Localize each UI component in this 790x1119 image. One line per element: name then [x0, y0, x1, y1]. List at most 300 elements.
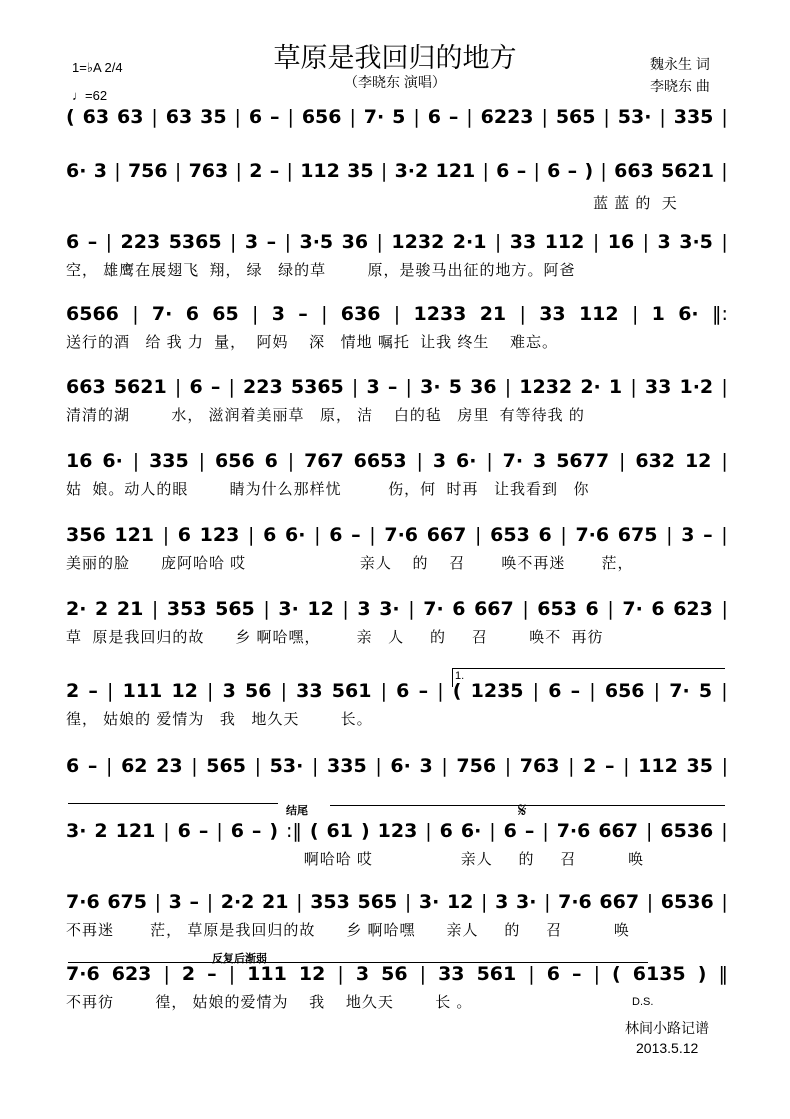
note-group: 1232 — [391, 231, 445, 253]
note-group: 7· — [622, 598, 643, 620]
note-group: 2·1 — [452, 231, 487, 253]
note-group: 53· — [617, 106, 652, 128]
note-group: 6· — [66, 160, 87, 182]
note-group: 6 — [427, 106, 441, 128]
note-group: 6 — [496, 160, 510, 182]
note-group: 6 — [547, 160, 561, 182]
volta-label: 1. — [455, 670, 465, 682]
note-group: 7· — [423, 598, 444, 620]
note-group: – — [270, 106, 280, 128]
note-group: – — [516, 160, 527, 182]
note-group: 223 — [120, 231, 161, 253]
note-group: 667 — [474, 598, 514, 620]
note-group: 2 — [249, 160, 263, 182]
barline: | — [494, 231, 502, 253]
barline: | — [519, 303, 526, 325]
note-group: 335 — [673, 106, 714, 128]
performer: （李晓东 演唱） — [344, 74, 446, 90]
barline: | — [163, 963, 170, 985]
note-group: 756 — [127, 160, 168, 182]
barline: | — [589, 680, 596, 702]
note-group: 123 — [377, 820, 418, 842]
note-group: 3 — [168, 891, 182, 913]
note-group: 21 — [116, 598, 144, 620]
note-group: – — [351, 524, 361, 546]
notation-row — [66, 303, 728, 325]
note-group: 5365 — [290, 376, 344, 398]
barline: | — [405, 376, 412, 398]
barline: | — [151, 598, 159, 620]
barline: | — [206, 891, 214, 913]
note-group: 7· — [502, 450, 524, 472]
note-group: – — [88, 680, 98, 702]
note-group: 3 — [681, 524, 695, 546]
note-group: 63 — [165, 106, 193, 128]
barline: | — [486, 450, 493, 472]
barline: | — [475, 524, 482, 546]
barline: | — [280, 680, 288, 702]
note-group: ‖ — [718, 963, 728, 985]
barline: | — [404, 891, 412, 913]
note-group: 663 — [66, 376, 106, 398]
barline: | — [721, 524, 728, 546]
lyrics-row: 草 原是我回归的故 乡 啊哈嘿， 亲 人 的 召 唤不 再彷 — [66, 629, 604, 646]
barline: | — [228, 376, 235, 398]
barline: | — [254, 755, 262, 777]
note-group: 2 — [66, 680, 80, 702]
note-group: 12 — [298, 963, 326, 985]
note-group: 6· — [390, 755, 411, 777]
note-group: 2· — [66, 598, 87, 620]
note-group: 1 — [651, 303, 665, 325]
note-group: 6 — [177, 524, 191, 546]
note-group: 112 — [638, 755, 678, 777]
barline: | — [653, 680, 661, 702]
barline: | — [631, 303, 639, 325]
key-signature: 1=♭A 2/4 — [72, 60, 123, 75]
barline: | — [600, 160, 607, 182]
lyrics-row: 空， 雄鹰在展翅飞 翔， 绿 绿的草 原，是骏马出征的地方。阿爸 — [66, 262, 576, 279]
note-group: – — [570, 680, 581, 702]
notation-row — [66, 160, 728, 182]
barline: | — [466, 106, 473, 128]
barline: | — [504, 376, 512, 398]
note-group: 12 — [171, 680, 198, 702]
note-group: 5 — [448, 376, 462, 398]
note-group: – — [703, 524, 713, 546]
lyrics-row: 蓝 蓝 的 天 — [66, 195, 678, 212]
note-group: 3 — [271, 303, 285, 325]
note-group: 33 — [644, 376, 672, 398]
note-group: 63 — [82, 106, 110, 128]
note-group: 356 — [66, 524, 106, 546]
barline: | — [645, 820, 653, 842]
barline: | — [106, 755, 113, 777]
barline: | — [721, 106, 728, 128]
note-group: 3 — [366, 376, 380, 398]
note-group: 3·5 — [299, 231, 334, 253]
barline: | — [162, 524, 170, 546]
note-group: 21 — [262, 891, 289, 913]
note-group: ( — [66, 106, 75, 128]
barline: | — [619, 450, 626, 472]
note-group: – — [448, 106, 459, 128]
barline: | — [416, 450, 423, 472]
note-group: 7·6 — [556, 820, 591, 842]
note-group: 353 — [310, 891, 350, 913]
lyrics-row: 姑 娘。动人的眼 睛为什么那样忧 伤，何 时再 让我看到 你 — [66, 481, 590, 498]
barline: | — [375, 755, 382, 777]
barline: | — [522, 598, 529, 620]
note-group: ( — [309, 820, 319, 842]
notation-row — [66, 231, 728, 253]
note-group: 763 — [519, 755, 560, 777]
note-group: 5 — [392, 106, 406, 128]
coda-label: 结尾 — [286, 805, 308, 817]
barline: | — [533, 160, 540, 182]
notation-row — [66, 755, 728, 777]
note-group: 1·2 — [679, 376, 714, 398]
notation-row — [66, 891, 728, 913]
lyrics-row: 啊哈哈 哎 亲人 的 召 唤 — [66, 851, 645, 868]
barline: | — [132, 450, 140, 472]
barline: | — [481, 891, 488, 913]
note-group: 2 — [583, 755, 597, 777]
note-group: 1 — [608, 376, 623, 398]
barline: | — [528, 963, 535, 985]
barline: | — [380, 680, 388, 702]
barline: | — [351, 376, 359, 398]
note-group: 33 — [539, 303, 566, 325]
ds-label: D.S. — [632, 996, 654, 1008]
barline: | — [296, 891, 303, 913]
barline: | — [721, 891, 728, 913]
notation-row — [66, 524, 728, 546]
barline: | — [132, 303, 139, 325]
lyrics-row: 清清的湖 水， 滋润着美丽草 原， 洁 白的毡 房里 有等待我 的 — [66, 407, 585, 424]
note-group: 656 — [604, 680, 645, 702]
note-group: 5621 — [661, 160, 714, 182]
note-group: 6 — [66, 231, 80, 253]
note-group: 2 — [95, 598, 109, 620]
note-group: 3 — [93, 160, 107, 182]
note-group: 3·5 — [679, 231, 713, 253]
barline: | — [489, 820, 496, 842]
note-group: – — [604, 755, 615, 777]
note-group: 63 — [117, 106, 144, 128]
note-group: 3· — [418, 891, 440, 913]
note-group: 7·6 — [575, 524, 610, 546]
barline: | — [376, 231, 383, 253]
note-group: 5621 — [113, 376, 167, 398]
barline: | — [721, 598, 728, 620]
note-group: 767 — [304, 450, 344, 472]
lyricist: 魏永生 词 — [650, 56, 710, 72]
barline: | — [284, 231, 291, 253]
note-group: 6536 — [660, 891, 714, 913]
note-group: 53· — [269, 755, 304, 777]
barline: | — [286, 160, 293, 182]
barline: | — [287, 450, 295, 472]
note-group: ) — [360, 820, 370, 842]
barline: | — [216, 820, 223, 842]
note-group: 2·2 — [220, 891, 255, 913]
barline: | — [560, 524, 567, 546]
note-group: 7·6 — [66, 891, 100, 913]
note-group: 6 — [452, 598, 466, 620]
note-group: 623 — [673, 598, 713, 620]
barline: | — [721, 820, 728, 842]
lyrics-row: 徨， 姑娘的 爱情为 我 地久天 长。 — [66, 711, 373, 728]
note-group: 6 — [177, 820, 191, 842]
note-group: 21 — [479, 303, 507, 325]
barline: | — [721, 755, 728, 777]
notation-row — [66, 376, 728, 398]
barline: | — [252, 303, 259, 325]
note-group: 6· — [460, 820, 482, 842]
note-group: 65 — [212, 303, 239, 325]
note-group: 561 — [331, 680, 372, 702]
note-group: – — [524, 820, 535, 842]
note-group: 7·6 — [558, 891, 592, 913]
barline: | — [437, 680, 444, 702]
song-title: 草原是我回归的地方 — [273, 43, 517, 73]
note-group: 353 — [166, 598, 207, 620]
barline: | — [393, 303, 401, 325]
note-group: 3·2 — [394, 160, 429, 182]
note-group: – — [418, 680, 429, 702]
barline: | — [630, 376, 637, 398]
note-group: 3 — [495, 891, 509, 913]
note-group: 2 — [94, 820, 108, 842]
note-group: 35 — [347, 160, 374, 182]
note-group: – — [298, 303, 308, 325]
note-group: 35 — [200, 106, 227, 128]
note-group: 6 — [546, 963, 560, 985]
barline: | — [228, 963, 236, 985]
note-group: 675 — [617, 524, 658, 546]
note-group: 6 — [230, 820, 244, 842]
note-group: 223 — [243, 376, 283, 398]
barline: | — [408, 598, 415, 620]
note-group: 3· — [379, 598, 400, 620]
barline: | — [311, 755, 319, 777]
note-group: 667 — [599, 891, 640, 913]
note-group: – — [87, 231, 98, 253]
note-group: 61 — [326, 820, 353, 842]
barline: | — [321, 303, 328, 325]
note-group: 12 — [446, 891, 474, 913]
note-group: 653 — [537, 598, 577, 620]
barline: | — [504, 755, 512, 777]
note-group: 1235 — [470, 680, 524, 702]
note-group: 6 — [538, 524, 552, 546]
repeat-line — [68, 803, 278, 804]
note-group: 33 — [296, 680, 323, 702]
barline: | — [721, 231, 728, 253]
tempo-marking: ♩=62 — [72, 88, 108, 103]
note-group: 33 — [438, 963, 465, 985]
barline: | — [263, 598, 270, 620]
note-group: ‖: — [711, 303, 728, 325]
note-group: 6 — [548, 680, 562, 702]
note-group: ) — [697, 963, 707, 985]
barline: | — [314, 524, 321, 546]
note-group: 121 — [435, 160, 476, 182]
barline: | — [607, 598, 614, 620]
note-group: 6223 — [480, 106, 534, 128]
barline: | — [593, 963, 600, 985]
note-group: 112 — [578, 303, 619, 325]
note-group: :‖ — [286, 820, 302, 842]
barline: | — [105, 231, 113, 253]
note-group: – — [387, 376, 398, 398]
note-group: – — [207, 963, 217, 985]
barline: | — [659, 106, 666, 128]
note-group: 56 — [381, 963, 408, 985]
note-group: ) — [584, 160, 594, 182]
note-group: 33 — [509, 231, 537, 253]
note-group: 3· — [420, 376, 441, 398]
transcriber: 林间小路记谱 — [625, 1020, 709, 1036]
barline: | — [174, 376, 182, 398]
note-group: 675 — [107, 891, 147, 913]
note-group: 5365 — [168, 231, 222, 253]
note-group: – — [189, 891, 200, 913]
barline: | — [482, 160, 489, 182]
barline: | — [342, 598, 349, 620]
note-group: 1232 — [519, 376, 573, 398]
lyrics-row: 美丽的脸 庞阿哈哈 哎 亲人 的 召 唤不再迷 茫， — [66, 555, 634, 572]
barline: | — [114, 160, 121, 182]
barline: | — [542, 820, 549, 842]
note-group: 3 — [222, 680, 236, 702]
notation-row — [66, 820, 728, 842]
barline: | — [568, 755, 575, 777]
note-group: 6135 — [632, 963, 686, 985]
note-group: 6 — [396, 680, 410, 702]
note-group: 663 — [614, 160, 654, 182]
barline: | — [248, 524, 255, 546]
note-group: 6· — [678, 303, 699, 325]
note-group: – — [198, 820, 209, 842]
barline: | — [107, 680, 114, 702]
note-group: 16 — [607, 231, 635, 253]
note-group: 3· — [278, 598, 299, 620]
note-group: 656 — [215, 450, 255, 472]
note-group: 2 — [181, 963, 196, 985]
note-group: 667 — [598, 820, 638, 842]
note-group: ( — [452, 680, 462, 702]
note-group: 6· — [455, 450, 477, 472]
note-group: 5677 — [556, 450, 610, 472]
barline: | — [721, 376, 728, 398]
note-group: – — [269, 160, 280, 182]
barline: | — [541, 106, 548, 128]
note-group: 6 — [185, 303, 199, 325]
barline: | — [207, 680, 214, 702]
barline: | — [592, 231, 600, 253]
note-group: 335 — [149, 450, 189, 472]
barline: | — [413, 106, 420, 128]
barline: | — [369, 524, 376, 546]
note-group: 6· — [285, 524, 306, 546]
note-group: 6 — [585, 598, 599, 620]
note-group: 121 — [115, 820, 156, 842]
note-group: 6 — [66, 755, 80, 777]
volta-bracket — [452, 668, 725, 687]
note-group: 763 — [188, 160, 229, 182]
note-group: 35 — [686, 755, 713, 777]
note-group: 3 — [244, 231, 259, 253]
note-group: 6 — [439, 820, 453, 842]
barline: | — [623, 755, 630, 777]
note-group: 5 — [698, 680, 713, 702]
note-group: 3 — [357, 598, 371, 620]
barline: | — [532, 680, 540, 702]
note-group: 111 — [247, 963, 287, 985]
note-group: – — [567, 160, 578, 182]
note-group: 112 — [300, 160, 340, 182]
barline: | — [230, 231, 237, 253]
barline: | — [646, 891, 654, 913]
note-group: 335 — [327, 755, 367, 777]
barline: | — [154, 891, 162, 913]
note-group: 121 — [114, 524, 155, 546]
note-group: 565 — [215, 598, 255, 620]
note-group: 62 — [121, 755, 148, 777]
lyrics-row: 不再彷 徨， 姑娘的爱情为 我 地久天 长 。 — [66, 994, 473, 1011]
lyrics-row: 不再迷 茫， 草原是我回归的故 乡 啊哈嘿 亲人 的 召 唤 — [66, 922, 630, 939]
barline: | — [287, 106, 294, 128]
note-group: 111 — [122, 680, 163, 702]
note-group: 3· — [515, 891, 537, 913]
note-group: 561 — [476, 963, 517, 985]
barline: | — [544, 891, 551, 913]
barline: | — [337, 963, 344, 985]
note-group: 123 — [199, 524, 240, 546]
note-group: 112 — [544, 231, 585, 253]
barline: | — [174, 160, 182, 182]
note-group: – — [266, 231, 277, 253]
note-group: 6 — [189, 376, 203, 398]
note-group: 7· — [151, 303, 173, 325]
barline: | — [642, 231, 650, 253]
notation-row — [66, 598, 728, 620]
note-group: ( — [612, 963, 621, 985]
barline: | — [349, 106, 356, 128]
note-group: 6566 — [66, 303, 119, 325]
note-group: 667 — [426, 524, 467, 546]
note-group: 36 — [341, 231, 369, 253]
note-group: 36 — [470, 376, 497, 398]
note-group: 632 — [635, 450, 676, 472]
note-group: 6 — [264, 450, 278, 472]
note-group: – — [210, 376, 221, 398]
notation-row — [66, 106, 728, 128]
note-group: 23 — [156, 755, 183, 777]
note-group: 756 — [456, 755, 497, 777]
repeat-line-2 — [330, 805, 725, 806]
barline: | — [380, 160, 388, 182]
note-group: 3 — [657, 231, 671, 253]
note-group: 3 — [533, 450, 547, 472]
note-group: – — [87, 755, 98, 777]
note-group: 2· — [580, 376, 601, 398]
note-group: 1233 — [413, 303, 467, 325]
note-group: 623 — [111, 963, 152, 985]
note-group: 3 — [432, 450, 447, 472]
